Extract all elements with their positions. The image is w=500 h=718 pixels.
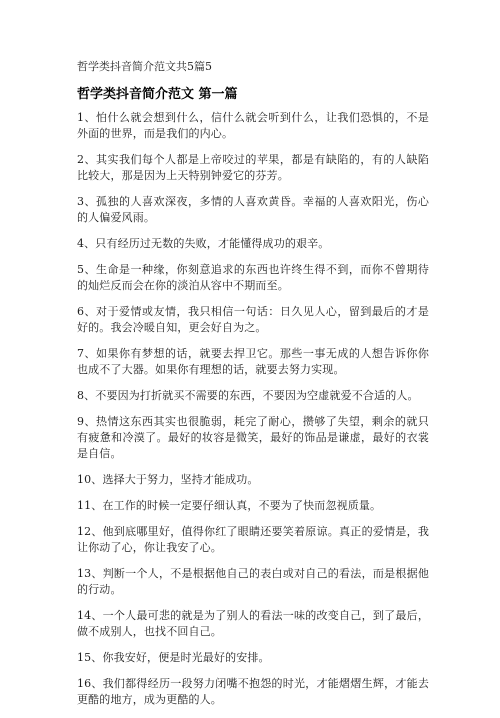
list-item: 10、选择大于努力，坚持才能成功。 [77,473,259,486]
list-item: 13、判断一个人，不是根据他自己的表白或对自己的看法，而是根据他的行动。 [77,567,429,596]
document-title: 哲学类抖音简介范文 第一篇 [77,87,238,102]
list-item: 4、只有经历过无数的失败，才能懂得成功的艰辛。 [77,237,330,250]
list-item: 14、一个人最可悲的就是为了别人的看法一味的改变自己，到了最后，做不成别人，也找不回自己。 [77,609,429,638]
list-item: 5、生命是一种缘，你刻意追求的东西也许终生得不到，而你不曾期待的灿烂反而会在你的淡泊从容中不期而至。 [77,263,429,292]
list-item: 7、如果你有梦想的话，就要去捍卫它。那些一事无成的人想告诉你你也成不了大器。如果你有理想的话，就要去努力实现。 [77,347,429,376]
list-item: 11、在工作的时候一定要仔细认真，不要为了快而忽视质量。 [77,499,382,512]
item-list [77,110,429,718]
list-item: 6、对于爱情或友情，我只相信一句话：日久见人心，留到最后的才是好的。我会冷暖自知，更会好自为之。 [77,305,429,334]
document-header: 哲学类抖音简介范文共5篇5 [77,60,212,73]
list-item: 2、其实我们每个人都是上帝咬过的苹果，都是有缺陷的，有的人缺陷比较大，那是因为上天特别钟爱它的芬芳。 [77,153,429,182]
list-item: 9、热情这东西其实也很脆弱，耗完了耐心，攒够了失望，剩余的就只有疲惫和冷漠了。最好的妆容是微笑，最好的饰品是谦虚，最好的衣裳是自信。 [77,415,429,460]
list-item: 12、他到底哪里好，值得你红了眼睛还要笑着原谅。真正的爱情是，我让你动了心，你让我安了心。 [77,525,429,554]
list-item: 8、不要因为打折就买不需要的东西，不要因为空虚就爱不合适的人。 [77,389,419,402]
list-item: 3、孤独的人喜欢深夜，多情的人喜欢黄昏。幸福的人喜欢阳光，伤心的人偏爱风雨。 [77,195,429,224]
list-item: 1、怕什么就会想到什么，信什么就会听到什么，让我们恐惧的，不是外面的世界，而是我们的内心。 [77,111,429,140]
list-item: 15、你我安好，便是时光最好的安排。 [77,651,270,664]
list-item: 16、我们都得经历一段努力闭嘴不抱怨的时光，才能熠熠生辉，才能去更酷的地方，成为更酷的人。 [77,677,429,706]
